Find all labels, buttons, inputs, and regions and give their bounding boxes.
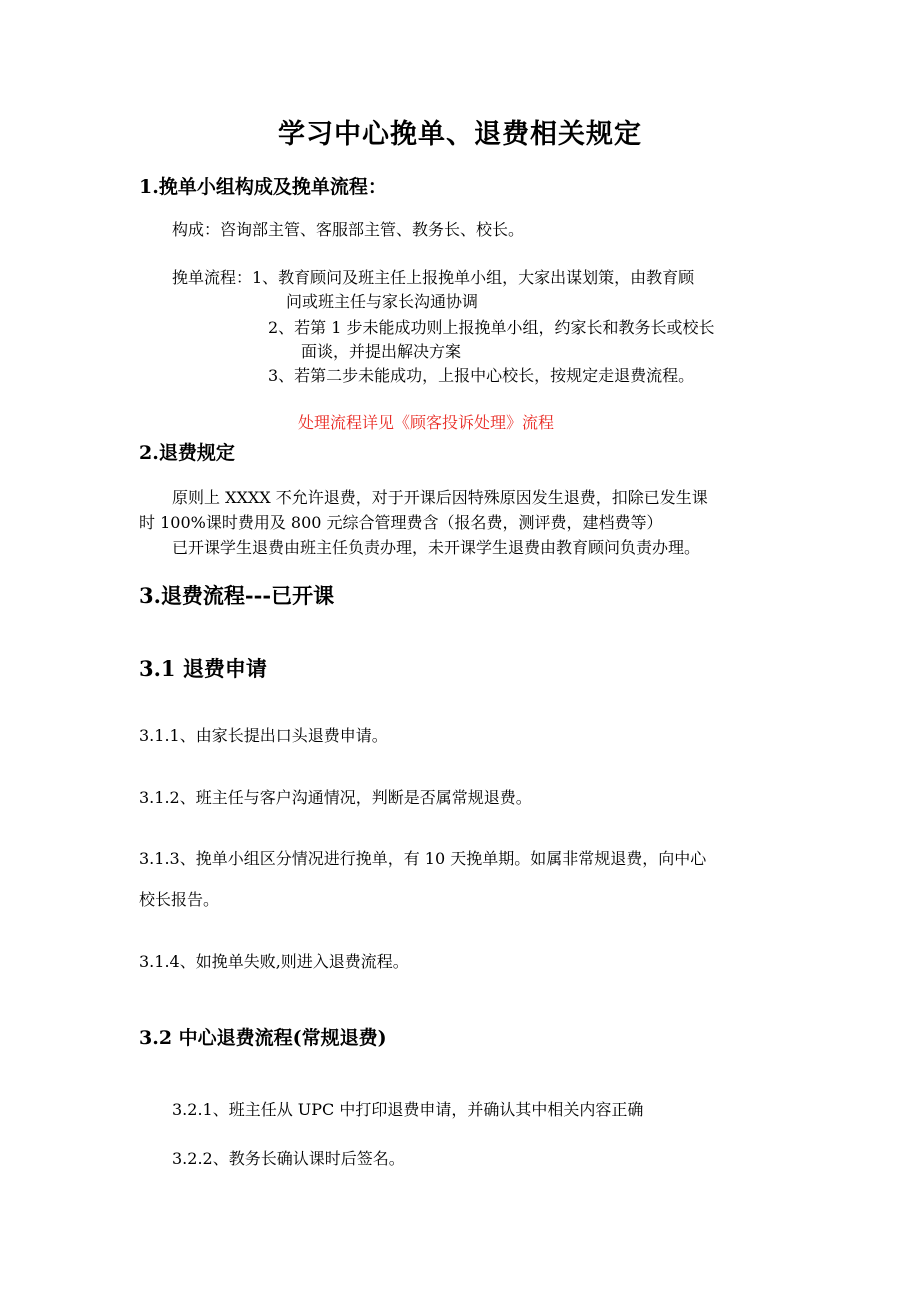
item-3-1-4: 3.1.4、如挽单失败,则进入退费流程。 [139, 952, 409, 971]
note-text: 处理流程详见《顾客投诉处理》流程 [298, 413, 555, 432]
process-label: 挽单流程： [172, 268, 253, 287]
item-3-2-2: 3.2.2、教务长确认课时后签名。 [172, 1149, 405, 1168]
composition-text: 构成：咨询部主管、客服部主管、教务长、校长。 [172, 220, 525, 239]
section3-1-heading: 3.1 退费申请 [139, 656, 267, 681]
document-title: 学习中心挽单、退费相关规定 [278, 119, 642, 150]
item-3-1-2: 3.1.2、班主任与客户沟通情况，判断是否属常规退费。 [139, 788, 532, 807]
section1-heading: 1.挽单小组构成及挽单流程： [139, 176, 387, 198]
item-3-1-1: 3.1.1、由家长提出口头退费申请。 [139, 726, 388, 745]
section2-heading: 2.退费规定 [139, 442, 235, 464]
refund-rule-line1: 原则上 XXXX 不允许退费，对于开课后因特殊原因发生退费，扣除已发生课 [172, 488, 708, 507]
process-step-1-line2: 问或班主任与家长沟通协调 [286, 292, 479, 311]
item-3-1-3-line2: 校长报告。 [139, 890, 220, 909]
section3-heading: 3.退费流程---已开课 [139, 583, 335, 608]
process-step-1-line1: 1、教育顾问及班主任上报挽单小组，大家出谋划策，由教育顾 [252, 268, 695, 287]
section3-2-heading: 3.2 中心退费流程(常规退费) [139, 1027, 387, 1049]
process-step-3-line1: 3、若第二步未能成功，上报中心校长，按规定走退费流程。 [268, 366, 695, 385]
refund-responsibility: 已开课学生退费由班主任负责办理，未开课学生退费由教育顾问负责办理。 [172, 538, 701, 557]
process-step-2-line1: 2、若第 1 步未能成功则上报挽单小组，约家长和教务长或校长 [268, 318, 715, 337]
item-3-1-3-line1: 3.1.3、挽单小组区分情况进行挽单，有 10 天挽单期。如属非常规退费，向中心 [139, 849, 707, 868]
refund-rule-line2: 时 100%课时费用及 800 元综合管理费含（报名费，测评费，建档费等） [139, 513, 663, 532]
item-3-2-1: 3.2.1、班主任从 UPC 中打印退费申请，并确认其中相关内容正确 [172, 1100, 644, 1119]
process-step-2-line2: 面谈，并提出解决方案 [301, 342, 462, 361]
